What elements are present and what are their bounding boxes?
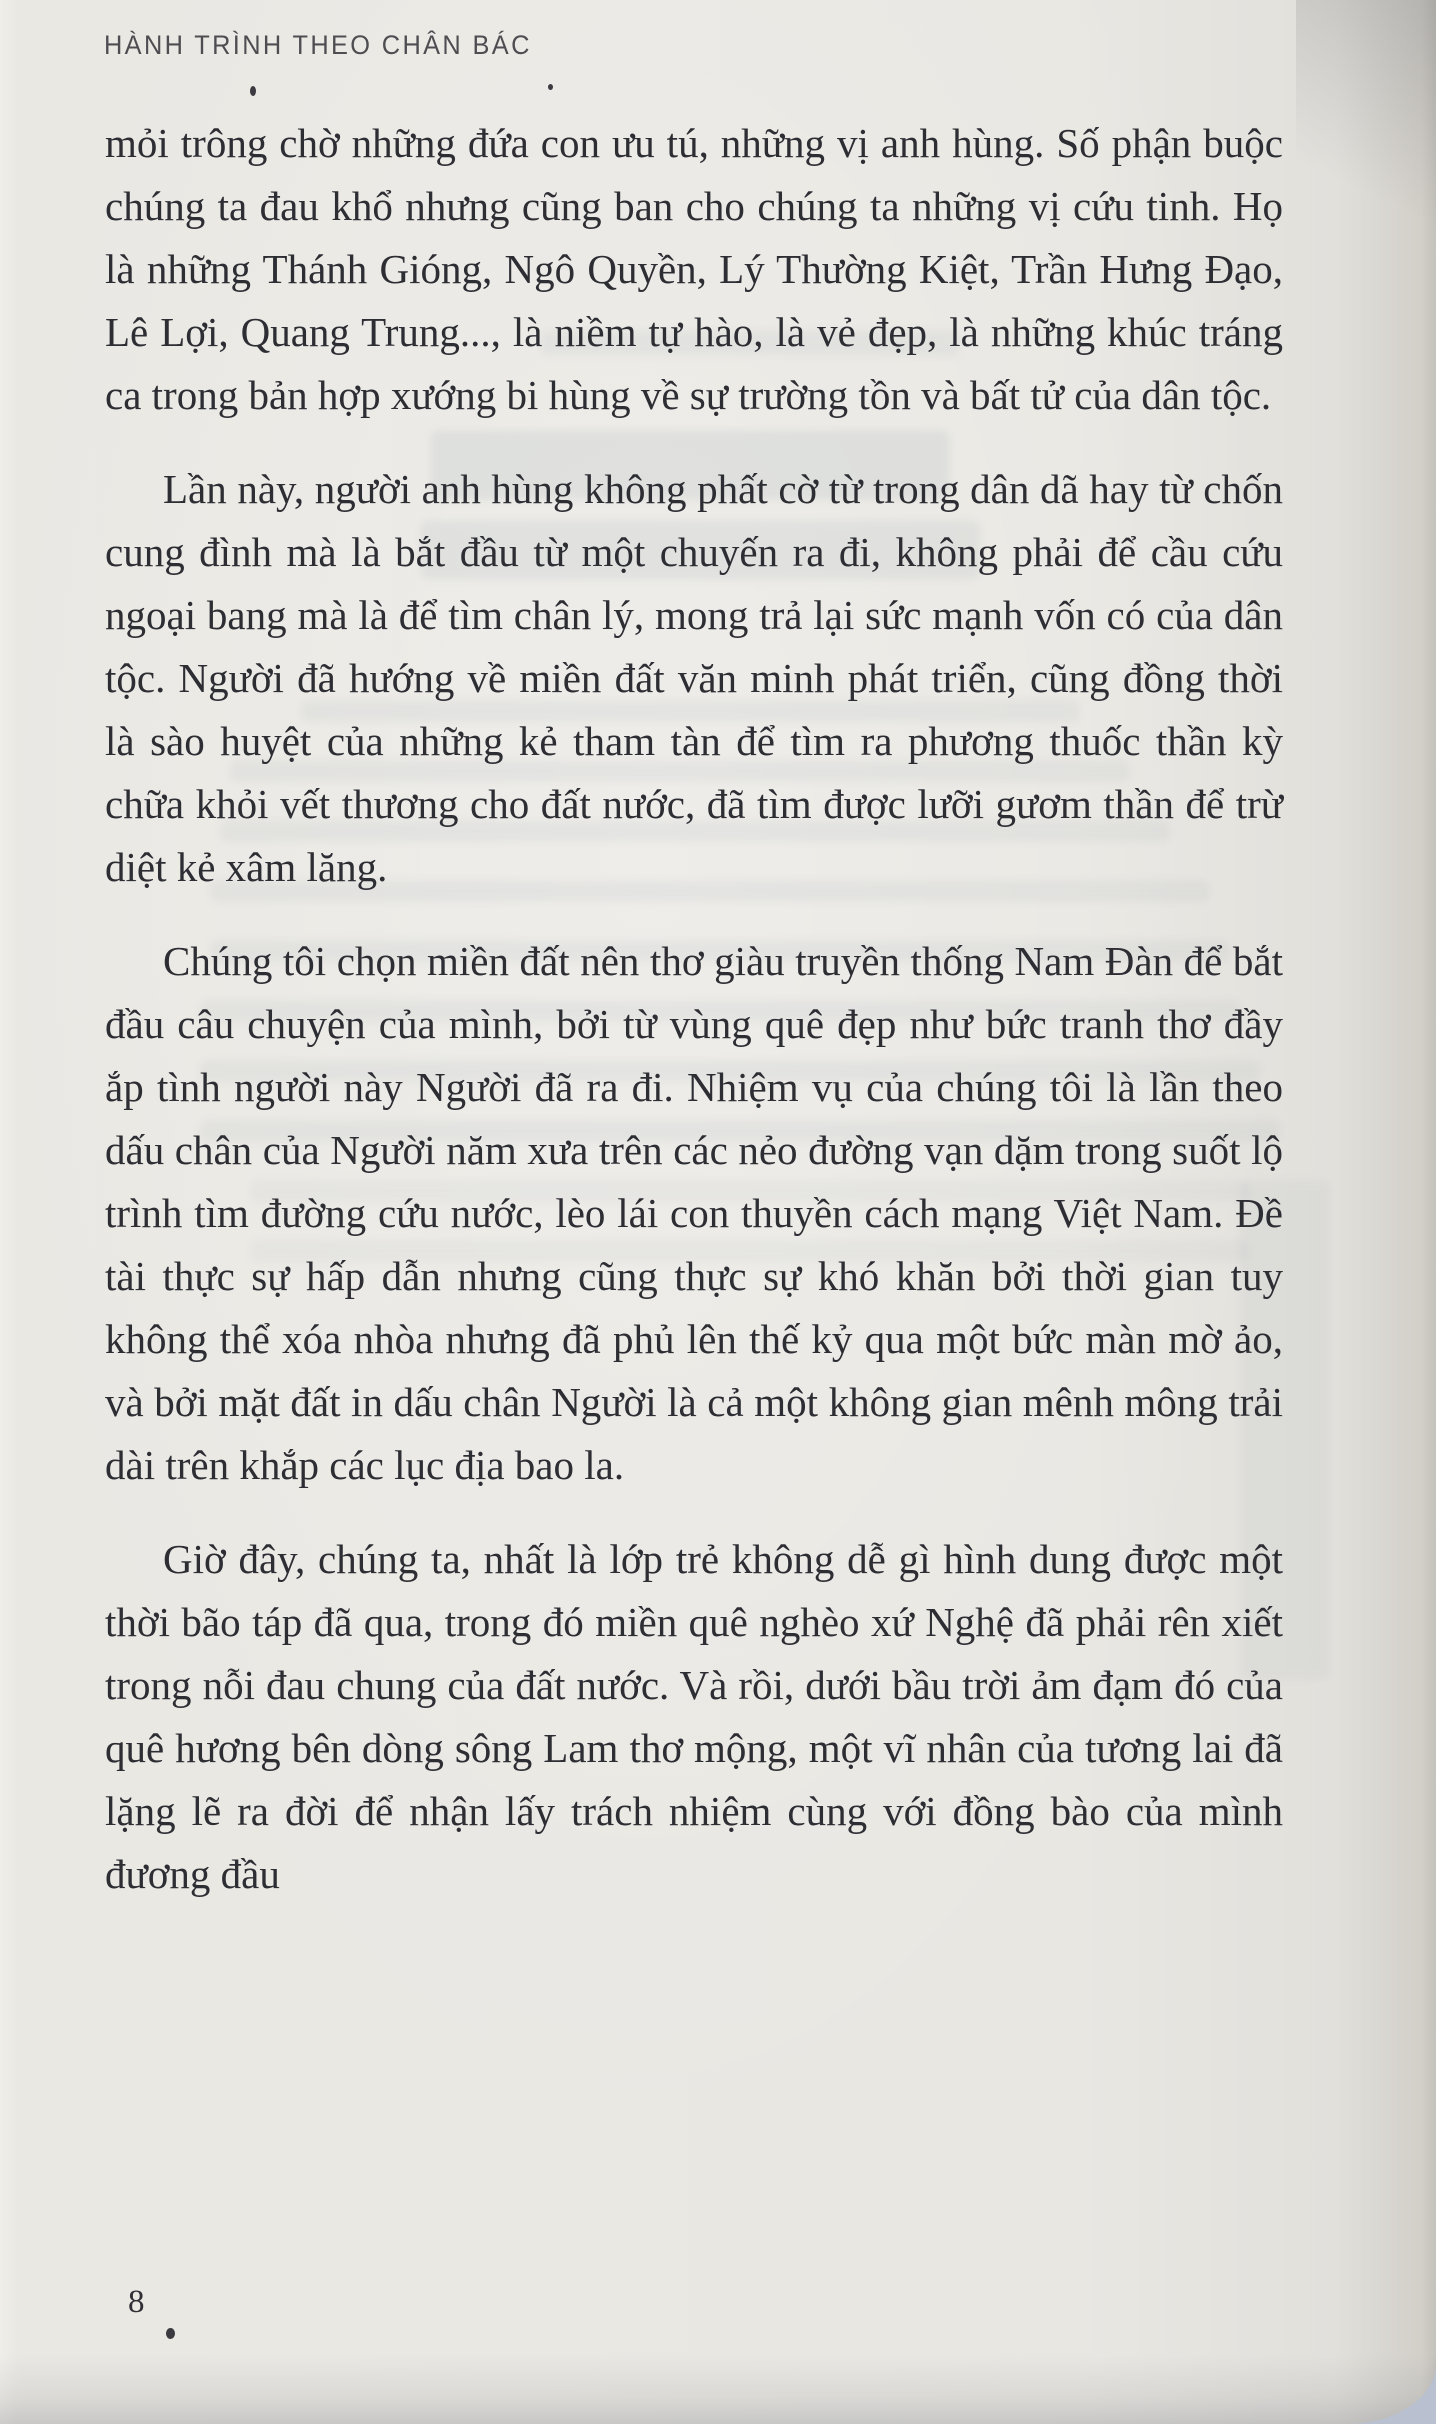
paragraph: mỏi trông chờ những đứa con ưu tú, những vị anh hùng. Số phận buộc chúng ta đau khổ nhưng cũng ban cho chúng ta những vị cứu tinh. Họ là những Thánh Gióng, Ngô Quyền, Lý Thường Kiệt, Trần Hưng Đạo, Lê Lợi, Quang Trung..., là niềm tự hào, là vẻ đẹp, là những khúc tráng ca trong bản hợp xướng bi hùng về sự trường tồn và bất tử của dân tộc. xyxy=(105,120,1283,418)
body-text xyxy=(105,112,1283,1937)
page-number: 8 xyxy=(128,2284,145,2320)
running-header: HÀNH TRÌNH THEO CHÂN BÁC xyxy=(104,30,532,60)
paragraph: Lần này, người anh hùng không phất cờ từ trong dân dã hay từ chốn cung đình mà là bắt đầu từ một chuyến ra đi, không phải để cầu cứu ngoại bang mà là để tìm chân lý, mong trả lại sức mạnh vốn có của dân tộc. Người đã hướng về miền đất văn minh phát triển, cũng đồng thời là sào huyệt của những kẻ tham tàn để tìm ra phương thuốc thần kỳ chữa khỏi vết thương cho đất nước, đã tìm được lưỡi gươm thần để trừ diệt kẻ xâm lăng. xyxy=(105,466,1283,890)
paragraph: Giờ đây, chúng ta, nhất là lớp trẻ không dễ gì hình dung được một thời bão táp đã qua, trong đó miền quê nghèo xứ Nghệ đã phải rên xiết trong nỗi đau chung của đất nước. Và rồi, dưới bầu trời ảm đạm đó của quê hương bên dòng sông Lam thơ mộng, một vĩ nhân của tương lai đã lặng lẽ ra đời để nhận lấy trách nhiệm cùng với đồng bào của mình đương đầu xyxy=(105,1536,1283,1897)
paragraph: Chúng tôi chọn miền đất nên thơ giàu truyền thống Nam Đàn để bắt đầu câu chuyện của mình, bởi từ vùng quê đẹp như bức tranh thơ đầy ắp tình người này Người đã ra đi. Nhiệm vụ của chúng tôi là lần theo dấu chân của Người năm xưa trên các nẻo đường vạn dặm trong suốt lộ trình tìm đường cứu nước, lèo lái con thuyền cách mạng Việt Nam. Đề tài thực sự hấp dẫn nhưng cũng thực sự khó khăn bởi thời gian tuy không thể xóa nhòa nhưng đã phủ lên thế kỷ qua một bức màn mờ ảo, và bởi mặt đất in dấu chân Người là cả một không gian mênh mông trải dài trên khắp các lục địa bao la. xyxy=(105,938,1283,1488)
